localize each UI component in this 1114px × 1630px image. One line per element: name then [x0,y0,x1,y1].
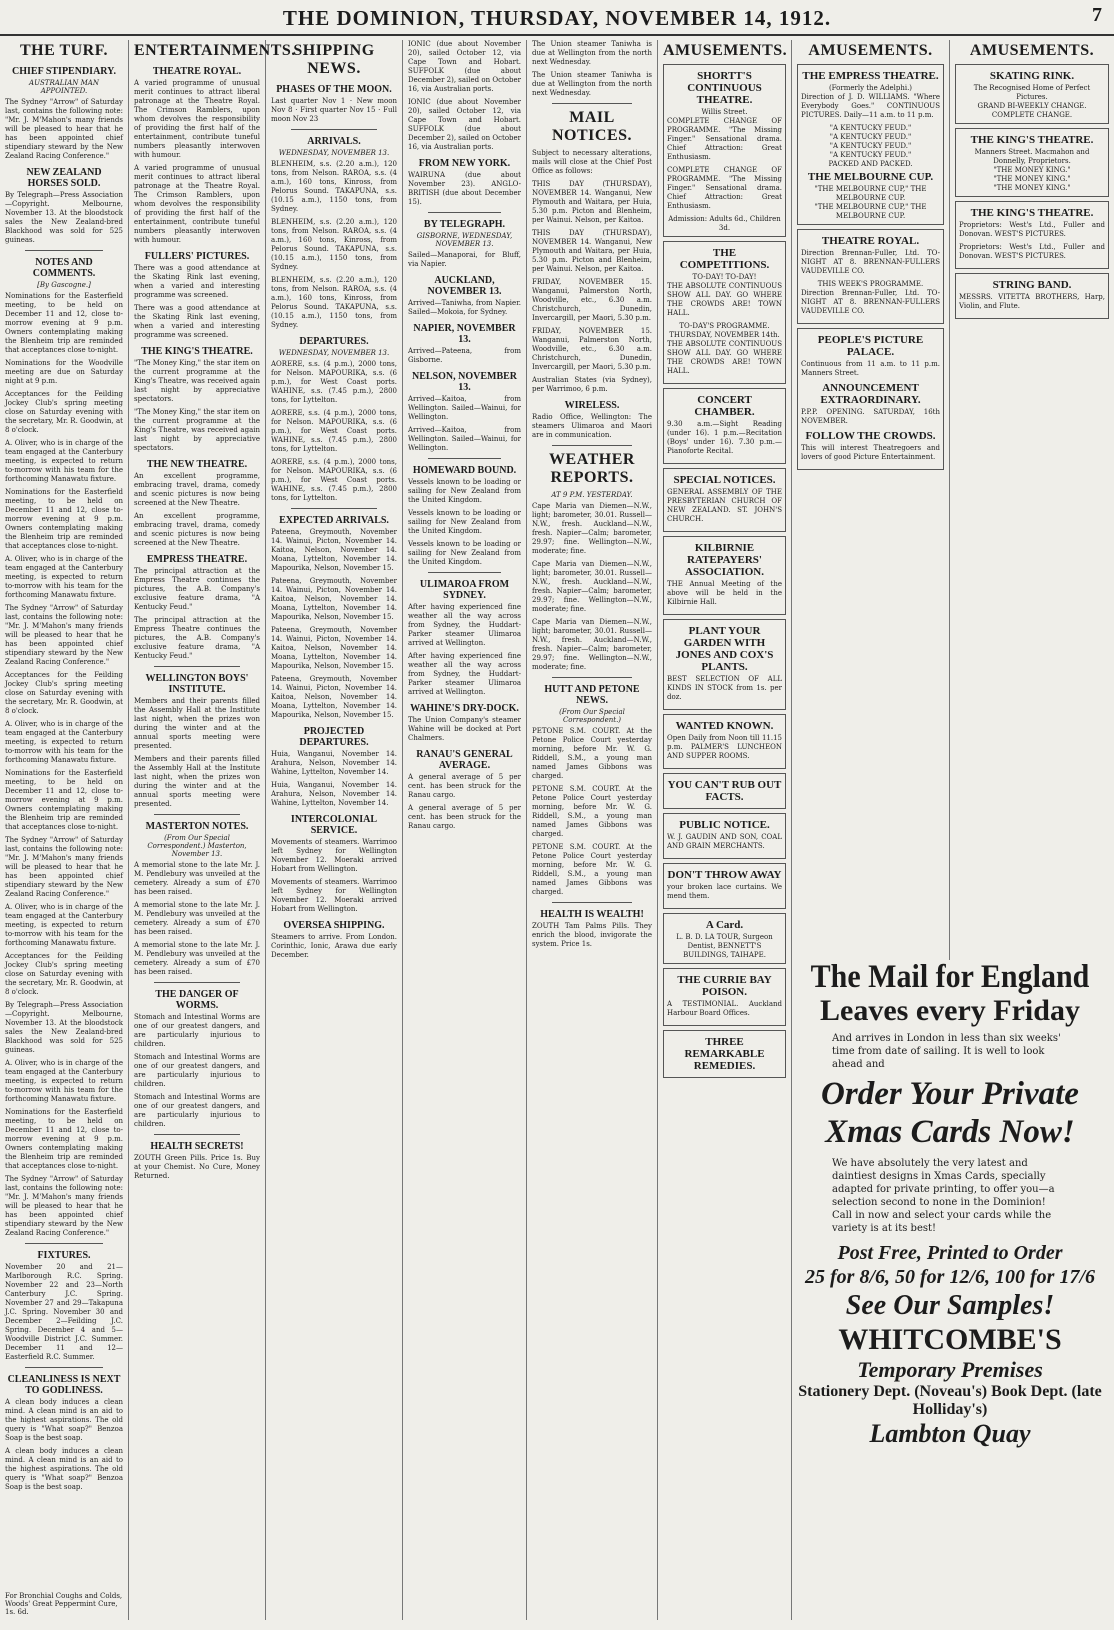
advert-title: FOLLOW THE CROWDS. [805,430,936,442]
advert-body: COMPLETE CHANGE OF PROGRAMME. "The Missing Finger." Sensational drama. Chief Attraction: Great Enthusiasm. [667,166,782,210]
article-text: Nominations for the Easterfield meeting, to be held on December 11 and 12, close to-morrow evening at 9 p.m. Owners contemplating making the Blenheim trip are reminded that acceptances close to-night. [5,488,123,550]
moon-phases: Last quarter Nov 1 · New moon Nov 8 · First quarter Nov 15 · Full moon Nov 23 [271,97,397,123]
advert-title: PEOPLE'S PICTURE PALACE. [817,334,924,358]
article-text: BLENHEIM, s.s. (2.20 a.m.), 120 tons, from Nelson. RAROA, s.s. (4 a.m.), 160 tons, Kinross, from Pelorus Sound. TAKAPUNA, s.s. (10.15 a.m.), 1150 tons, from Sydney. [271,218,397,271]
divider [25,250,103,251]
column-shipping [266,40,403,1620]
advert-title: PUBLIC NOTICE. [679,819,770,831]
article-text: FRIDAY, NOVEMBER 15. Wanganui, Palmerston North, Woodville, etc., 6.30 a.m. Christchurch, Dunedin, Invercargill, per Maori, 5.30 p.m. [532,278,652,322]
article-text: FRIDAY, NOVEMBER 15. Wanganui, Palmerston North, Woodville, etc., 6.30 a.m. Christchurch, Dunedin, Invercargill, per Maori, 5.30 p.m. [532,327,652,371]
headline: DEPARTURES. [299,336,369,347]
article-text: A clean body induces a clean mind. A clean mind is an aid to the highest aspirations. The old query is "What soap?" Benzoa Soap is the best soap. [5,1398,123,1442]
ad-departments: Stationery Dept. (Noveau's) Book Dept. (late Holliday's) [798,1383,1102,1418]
article-text: Vessels known to be loading or sailing for New Zealand from the United Kingdom. [408,478,521,504]
advert-title: CONCERT CHAMBER. [694,394,755,418]
article-text: There was a good attendance at the Skating Rink last evening, when a varied and interesting programme was screened. [134,304,260,339]
advert-string-band [955,273,1109,319]
section-title: AMUSEMENTS. [808,42,933,59]
section-title: SHIPPING NEWS. [293,42,375,77]
headline: AUCKLAND, NOVEMBER 13. [427,275,502,297]
advert-body: Direction Brennan-Fuller, Ltd. TO-NIGHT AT 8. BRENNAN-FULLERS VAUDEVILLE CO. [801,289,940,315]
article-text: Arrived—Pateena, from Gisborne. [408,347,521,364]
advert-body: L. B. D. LA TOUR, Surgeon Dentist, BENNETT'S BUILDINGS, TAIHAPE. [676,933,773,959]
article-text: By Telegraph—Press Association—Copyright. Melbourne, November 13. At the bloodstock sales the New Zealand-bred Blackhood was sold for 525 guineas. [5,1001,123,1054]
advert-body: THE ABSOLUTE CONTINUOUS SHOW ALL DAY. GO WHERE THE CROWDS ARE! TOWN HALL. [667,340,782,375]
advert-body: your broken lace curtains. We mend them. [667,883,782,900]
headline: FULLERS' PICTURES. [144,251,250,262]
article-text: The Union steamer Taniwha is due at Wellington from the north next Wednesday. [532,40,652,66]
column-shipping-cont [403,40,527,1620]
advert-concert-chamber [663,388,786,464]
article-text: A varied programme of unusual merit continues to attract liberal patronage at the Theatre Royal. The Crimson Ramblers, upon whom devolves the responsibility of providing the first half of the entertainment, contribute tuneful numbers pleasantly interwoven with humour. [134,164,260,244]
subheadline: AT 9 P.M. YESTERDAY. [551,491,633,499]
advert-skating-rink [955,64,1109,124]
advert-title: THE CURRIE BAY POISON. [677,974,772,998]
headline: WELLINGTON BOYS' INSTITUTE. [145,673,249,695]
article-text: Stomach and Intestinal Worms are one of our greatest dangers, and are particularly injurious to children. [134,1013,260,1048]
headline: THE DANGER OF WORMS. [155,989,239,1011]
article-text: The Union Company's steamer Wahine will be docked at Port Chalmers. [408,716,521,742]
advert-kilbirnie [663,536,786,615]
article-text: Nominations for the Easterfield meeting, to be held on December 11 and 12, close to-morrow evening at 9 p.m. Owners contemplating making the Blenheim trip are reminded that acceptances close to-night. [5,1108,123,1170]
advert-body: Direction Brennan-Fuller, Ltd. TO-NIGHT AT 8. BRENNAN-FULLERS VAUDEVILLE CO. [801,249,940,275]
advert-feature: "A KENTUCKY FEUD." [829,151,912,159]
article-text: IONIC (due about November 20), sailed October 12, via Cape Town and Hobart. SUFFOLK (due about December 2), sailed on October 16, via Australian ports. [408,40,521,93]
advert-body: 9.30 a.m.—Sight Reading (under 16). 1 p.m.—Recitation (Boys' under 16). 7.30 p.m.—Pianoforte Recital. [667,420,782,455]
ad-headline-friday: Leaves every Friday [820,994,1080,1027]
article-text: Acceptances for the Feilding Jockey Club's spring meeting close on Saturday evening with the secretary, Mr. R. Goodwin, at 8 o'clock. [5,952,123,996]
article-text: Members and their parents filled the Assembly Hall at the Institute last night, when the prizes won during the winter and at the annual sports meeting were presented. [134,697,260,750]
divider [428,212,501,213]
divider [428,458,501,459]
advert-subtitle: TO-DAY! TO-DAY! [692,273,757,281]
advert-body: This will interest Theatregoers and lovers of good Picture Entertainment. [801,444,940,461]
headline: NAPIER, NOVEMBER 13. [413,323,516,345]
article-text: Pateena, Greymouth, November 14. Wainui, Picton, November 14. Kaitoa, Nelson, November 14. Moana, Lyttelton, November 14. Mapourika, Nelson, November 15. [271,528,397,572]
ad-body-text: We have absolutely the very latest and daintiest designs in Xmas Cards, specially adapted for private printing, to offer you—a selection second to none in the Dominion! Call in now and select your cards while the variety is at its best! [832,1158,1055,1234]
article-text: A general average of 5 per cent. has been struck for the Ranau cargo. [408,773,521,799]
byline: (From Our Special Correspondent.) Masterton, November 13. [147,834,247,858]
headline: NEW ZEALAND HORSES SOLD. [26,167,102,189]
article-text: AORERE, s.s. (4 p.m.), 2000 tons, for Nelson. MAPOURIKA, s.s. (6 p.m.), for West Coast ports. WAHINE, s.s. (7.45 p.m.), 2800 tons, for Lyttelton. [271,458,397,502]
article-text: The Sydney "Arrow" of Saturday last, contains the following note: "Mr. J. M'Mahon's many friends will be pleased to hear that he has been appointed chief stipendiary steward by the New Zealand Racing Conference." [5,98,123,160]
divider [552,902,632,903]
article-text: A. Oliver, who is in charge of the team engaged at the Canterbury meeting, is expected to return to-morrow with his team for the forthcoming Manawatu fixture. [5,903,123,947]
divider [154,1134,240,1135]
ad-temporary-premises: Temporary Premises [857,1357,1043,1382]
advert-title: KILBIRNIE RATEPAYERS' ASSOCIATION. [685,542,764,578]
headline: RANAU'S GENERAL AVERAGE. [416,749,513,771]
advert-detail: TO-DAY'S PROGRAMME. THURSDAY, NOVEMBER 14th. [669,322,780,339]
whitcombes-advertisement [792,960,1108,1610]
ad-see-samples: See Our Samples! [845,1290,1055,1321]
article-text: There was a good attendance at the Skating Rink last evening, when a varied and interesting programme was screened. [134,264,260,299]
section-title: AMUSEMENTS. [663,42,788,59]
section-title: MAIL NOTICES. [551,109,633,144]
advert-body: P.P.P. OPENING. SATURDAY, 16th NOVEMBER. [801,408,940,425]
advert-quote: "THE MONEY KING." [993,166,1071,174]
headline: FIXTURES. [37,1250,91,1261]
article-text: A memorial stone to the late Mr. J. M. Pendlebury was unveiled at the cemetery. Already a sum of £70 has been raised. [134,941,260,976]
advert-quote: "THE MONEY KING." [993,175,1071,183]
article-text: A clean body induces a clean mind. A clean mind is an aid to the highest aspirations. The old query is "What soap?" Benzoa Soap is the best soap. [5,1447,123,1491]
article-text: THIS DAY (THURSDAY), NOVEMBER 14. Wanganui, New Plymouth and Waitara, per Huia, 5.30 p.m. Picton and Blenheim, per Wainui. Nelson, per Kaitoa. [532,229,652,273]
article-text: After having experienced fine weather all the way across from Sydney, the Huddart-Parker steamer Ulimaroa arrived at Wellington. [408,652,521,696]
headline: WAHINE'S DRY-DOCK. [410,703,519,714]
article-text: Pateena, Greymouth, November 14. Wainui, Picton, November 14. Kaitoa, Nelson, November 14. Moana, Lyttelton, November 14. Mapourika, Nelson, November 15. [271,577,397,621]
headline: HUTT AND PETONE NEWS. [544,684,640,706]
advert-title: A Card. [705,919,744,931]
advert-title: THE MELBOURNE CUP. [807,171,934,183]
article-text: BLENHEIM, s.s. (2.20 a.m.), 120 tons, from Nelson. RAROA, s.s. (4 a.m.), 160 tons, Kinross, from Pelorus Sound. TAKAPUNA, s.s. (10.15 a.m.), 1150 tons, from Sydney. [271,276,397,329]
article-text: Radio Office, Wellington: The steamers Ulimaroa and Maori are in communication. [532,413,652,439]
headline: THEATRE ROYAL. [152,66,242,77]
article-text: Pateena, Greymouth, November 14. Wainui, Picton, November 14. Kaitoa, Nelson, November 14. Moana, Lyttelton, November 14. Mapourika, Nelson, November 15. [271,626,397,670]
advert-title: THE KING'S THEATRE. [970,207,1094,219]
article-text: A. Oliver, who is in charge of the team engaged at the Canterbury meeting, is expected to return to-morrow with his team for the forthcoming Manawatu fixture. [5,555,123,599]
article-text: "The Money King," the star item on the current programme at the King's Theatre, was received again last night by appreciative spectators. [134,359,260,403]
headline: EXPECTED ARRIVALS. [279,515,389,526]
advert-body: Proprietors: West's Ltd., Fuller and Donovan. WEST'S PICTURES. [959,243,1105,260]
article-text: PETONE S.M. COURT. At the Petone Police Court yesterday morning, before Mr. W. G. Riddell, S.M., a young man named James Gibbons was charged. [532,785,652,838]
article-text: An excellent programme, embracing travel, drama, comedy and scenic pictures is now being screened at the New Theatre. [134,472,260,507]
advert-title: THE EMPRESS THEATRE. [802,70,939,82]
column-entertainments [129,40,296,1620]
ad-headline-order: Order Your Private Xmas Cards Now! [821,1076,1079,1150]
section-title: THE TURF. [19,42,109,59]
advert-prices: Admission: Adults 6d., Children 3d. [668,215,781,232]
ad-brand-name: WHITCOMBE'S [838,1323,1062,1356]
headline: CLEANLINESS IS NEXT TO GODLINESS. [7,1374,121,1396]
article-text: Vessels known to be loading or sailing for New Zealand from the United Kingdom. [408,540,521,566]
advert-title: SHORTT'S CONTINUOUS THEATRE. [687,70,762,106]
ad-post-free: Post Free, Printed to Order [837,1242,1063,1264]
advert-kings-theatre-2 [955,201,1109,269]
advert-feature: "A KENTUCKY FEUD." [829,142,912,150]
article-text: A. Oliver, who is in charge of the team engaged at the Canterbury meeting, is expected to return to-morrow with his team for the forthcoming Manawatu fixture. [5,1059,123,1103]
divider [428,572,501,573]
article-text: Nominations for the Easterfield meeting, to be held on December 11 and 12, close to-morrow evening at 9 p.m. Owners contemplating making the Blenheim trip are reminded that acceptances close to-night. [5,292,123,354]
advert-body: COMPLETE CHANGE OF PROGRAMME. "The Missing Finger." Sensational drama. Chief Attraction: Great Enthusiasm. [667,117,782,161]
advert-plants [663,619,786,710]
advert-title: ANNOUNCEMENT EXTRAORDINARY. [820,382,921,406]
advert-body: Direction of J. D. WILLIAMS. "Where Everybody Goes." CONTINUOUS PICTURES. Daily—11 a.m. to 11 p.m. [801,93,940,119]
advert-body: Manners Street. Macmahon and Donnelly, Proprietors. [974,148,1090,165]
headline: CHIEF STIPENDIARY. [12,66,116,77]
article-text: BLENHEIM, s.s. (2.20 a.m.), 120 tons, from Nelson. RAROA, s.s. (4 a.m.), 160 tons, Kinross, from Pelorus Sound. TAKAPUNA, s.s. (10.15 a.m.), 1150 tons, from Sydney. [271,160,397,213]
advert-theatre-royal [797,229,944,324]
advert-empress [797,64,944,225]
ad-prices: 25 for 8/6, 50 for 12/6, 100 for 17/6 [805,1266,1095,1288]
article-text: PETONE S.M. COURT. At the Petone Police Court yesterday morning, before Mr. W. G. Riddell, S.M., a young man named James Gibbons was charged. [532,727,652,780]
headline: PROJECTED DEPARTURES. [299,726,369,748]
byline: [By Gascogne.] [37,281,91,289]
advert-subtitle: (Formerly the Adelphi.) [828,84,913,92]
ad-intro-text: And arrives in London in less than six weeks' time from date of sailing. It is well to look ahead and [832,1033,1061,1070]
advert-body: THE ABSOLUTE CONTINUOUS SHOW ALL DAY. GO WHERE THE CROWDS ARE! TOWN HALL. [667,282,782,317]
ad-headline-mail: The Mail for England [810,958,1090,995]
advert-peoples-palace [797,328,944,470]
article-text: The principal attraction at the Empress Theatre continues the pictures, the A.B. Company's exclusive feature drama, "A Kentucky Feud." [134,616,260,660]
divider [154,814,240,815]
article-text: ZOUTH Tam Palms Pills. They enrich the blood, invigorate the system. Price 1s. [532,922,652,948]
headline: MASTERTON NOTES. [145,821,249,832]
subheadline: AUSTRALIAN MAN APPOINTED. [29,79,99,95]
article-text: Stomach and Intestinal Worms are one of our greatest dangers, and are particularly injurious to children. [134,1053,260,1088]
article-text: ZOUTH Green Pills. Price 1s. Buy at your Chemist. No Cure, Money Returned. [134,1154,260,1180]
advert-public-notice [663,813,786,859]
divider [552,103,632,104]
advert-title: YOU CAN'T RUB OUT FACTS. [667,779,782,803]
article-text: Cape Maria van Diemen—N.W., light; barometer, 30.01. Russell—N.W., fresh. Auckland—N.W., fresh. Napier—Calm; barometer, 29.97; fine. Wellington—N.W., moderate; fine. [532,502,652,555]
advert-title: WANTED KNOWN. [675,720,774,732]
advert-body: GENERAL ASSEMBLY OF THE PRESBYTERIAN CHURCH OF NEW ZEALAND. ST. JOHN'S CHURCH. [667,488,782,523]
advert-quote: "THE MONEY KING." [993,184,1071,192]
article-text: Huia, Wanganui, November 14. Arahura, Nelson, November 14. Wahine, Lyttelton, November 14. [271,781,397,807]
column-footer: For Bronchial Coughs and Colds, Woods' Great Peppermint Cure, 1s. 6d. [5,1592,123,1616]
article-text: Arrived—Kaitoa, from Wellington. Sailed—Wainui, for Wellington. [408,426,521,452]
divider [154,666,240,667]
advert-feature: "A KENTUCKY FEUD." [829,124,912,132]
headline: HEALTH IS WEALTH! [540,909,644,920]
divider [25,1367,103,1368]
advert-feature: "A KENTUCKY FEUD." [829,133,912,141]
advert-body: Continuous from 11 a.m. to 11 p.m. Manners Street. [801,360,940,377]
advert-wanted-known [663,714,786,769]
article-text: WAIRUNA (due about November 23). ANGLO-BRITISH (due about December 15). [408,171,521,206]
advert-title: SKATING RINK. [989,70,1075,82]
article-text: After having experienced fine weather all the way across from Sydney, the Huddart-Parker steamer Ulimaroa arrived at Wellington. [408,603,521,647]
article-text: The Sydney "Arrow" of Saturday last, contains the following note: "Mr. J. M'Mahon's many friends will be pleased to hear that he has been appointed chief stipendiary steward by the New Zealand Racing Conference." [5,836,123,898]
column-amusements-3 [950,40,1114,960]
advert-remedies [663,1030,786,1078]
article-text: Acceptances for the Feilding Jockey Club's spring meeting close on Saturday evening with the secretary, Mr. R. Goodwin, at 8 o'clock. [5,390,123,434]
divider [291,129,377,130]
article-text: Vessels known to be loading or sailing for New Zealand from the United Kingdom. [408,509,521,535]
headline: THE KING'S THEATRE. [141,346,253,357]
article-text: Cape Maria van Diemen—N.W., light; barometer, 30.01. Russell—N.W., fresh. Auckland—N.W., fresh. Napier—Calm; barometer, 29.97; fine. Wellington—N.W., moderate; fine. [532,560,652,613]
article-text: Movements of steamers. Warrimoo left Sydney for Wellington November 12. Moeraki arrived Hobart from Wellington. [271,878,397,913]
headline: ARRIVALS. [307,136,361,147]
article-text: The Sydney "Arrow" of Saturday last, contains the following note: "Mr. J. M'Mahon's many friends will be pleased to hear that he has been appointed chief stipendiary steward by the New Zealand Racing Conference." [5,1175,123,1237]
advert-competitions [663,241,786,384]
article-text: Huia, Wanganui, November 14. Arahura, Nelson, November 14. Wahine, Lyttelton, November 14. [271,750,397,776]
article-text: PETONE S.M. COURT. At the Petone Police Court yesterday morning, before Mr. W. G. Riddell, S.M., a young man named James Gibbons was charged. [532,843,652,896]
article-text: A general average of 5 per cent. has been struck for the Ranau cargo. [408,804,521,830]
article-text: By Telegraph—Press Association—Copyright. Melbourne, November 13. At the bloodstock sales the New Zealand-bred Blackhood was sold for 525 guineas. [5,191,123,244]
advert-title: THREE REMARKABLE REMEDIES. [684,1036,765,1072]
article-text: "The Money King," the star item on the current programme at the King's Theatre, was received again last night by appreciative spectators. [134,408,260,452]
fixtures-list: November 20 and 21—Marlborough R.C. Spring. November 22 and 23—North Canterbury J.C. Spring. November 27 and 29—Takapuna J.C. Spring. November 30 and December 2—Feilding J.C. Spring. December 4 and 5—Woodville District J.C. Summer. December 11 and 12—Easterfield R.C. Summer. [5,1263,123,1361]
subheadline: GISBORNE, WEDNESDAY, NOVEMBER 13. [416,232,513,248]
column-mail-weather [527,40,658,1620]
article-text: An excellent programme, embracing travel, drama, comedy and scenic pictures is now being screened at the New Theatre. [134,512,260,547]
column-amusements-1 [658,40,792,1620]
advert-body: A TESTIMONIAL. Auckland Harbour Board Offices. [667,1000,782,1017]
divider [154,982,240,983]
headline: NOTES AND COMMENTS. [32,257,96,279]
article-text: AORERE, s.s. (4 p.m.), 2000 tons, for Nelson. MAPOURIKA, s.s. (6 p.m.), for West Coast ports. WAHINE, s.s. (7.45 p.m.), 2800 tons, for Lyttelton. [271,360,397,404]
divider [552,677,632,678]
article-text: Subject to necessary alterations, mails will close at the Chief Post Office as follows: [532,149,652,175]
headline: FROM NEW YORK. [418,158,511,169]
advert-body: The Recognised Home of Perfect Pictures. [973,84,1091,101]
advert-currie-bay [663,968,786,1026]
article-text: Movements of steamers. Warrimoo left Sydney for Wellington November 12. Moeraki arrived Hobart from Wellington. [271,838,397,873]
article-text: Acceptances for the Feilding Jockey Club's spring meeting close on Saturday evening with the secretary, Mr. R. Goodwin, at 8 o'clock. [5,671,123,715]
advert-prices: PACKED AND PACKED. [828,160,913,168]
headline: NELSON, NOVEMBER 13. [411,371,517,393]
article-text: Members and their parents filled the Assembly Hall at the Institute last night, when the prizes won during the winter and at the annual sports meeting were presented. [134,755,260,808]
advert-title: DON'T THROW AWAY [667,869,782,881]
advert-kings-theatre [955,128,1109,197]
article-text: A memorial stone to the late Mr. J. M. Pendlebury was unveiled at the cemetery. Already a sum of £70 has been raised. [134,901,260,936]
headline: HEALTH SECRETS! [150,1141,244,1152]
advert-subtitle: Willis Street. [701,108,748,116]
column-turf [0,40,129,1620]
advert-feature: "THE MELBOURNE CUP," THE MELBOURNE CUP. [814,185,927,202]
article-text: AORERE, s.s. (4 p.m.), 2000 tons, for Nelson. MAPOURIKA, s.s. (6 p.m.), for West Coast ports. WAHINE, s.s. (7.45 p.m.), 2800 tons, for Lyttelton. [271,409,397,453]
article-text: THIS DAY (THURSDAY), NOVEMBER 14. Wanganui, New Plymouth and Waitara, per Huia, 5.30 p.m. Picton and Blenheim, per Wainui. Nelson, per Kaitoa. [532,180,652,224]
advert-detail: THIS WEEK'S PROGRAMME. [817,280,924,288]
headline: OVERSEA SHIPPING. [283,920,385,931]
article-text: Australian States (via Sydney), per Warrimoo, 6 p.m. [532,376,652,393]
headline: INTERCOLONIAL SERVICE. [290,814,378,836]
advert-title: SPECIAL NOTICES. [673,474,776,486]
article-text: A. Oliver, who is in charge of the team engaged at the Canterbury meeting, is expected to return to-morrow with his team for the forthcoming Manawatu fixture. [5,439,123,483]
article-text: Arrived—Taniwha, from Napier. Sailed—Mokoia, for Sydney. [408,299,521,316]
headline: THE NEW THEATRE. [146,459,248,470]
byline: (From Our Special Correspondent.) [559,708,625,724]
advert-title: THE COMPETITIONS. [679,247,770,271]
article-text: IONIC (due about November 20), sailed October 12, via Cape Town and Hobart. SUFFOLK (due about December 2), sailed on October 16, via Australian ports. [408,98,521,151]
subheadline: WEDNESDAY, NOVEMBER 13. [278,149,390,157]
advert-body: W. J. GAUDIN AND SON, COAL AND GRAIN MERCHANTS. [667,833,782,850]
section-title: WEATHER REPORTS. [549,451,635,486]
advert-shortts [663,64,786,237]
advert-body: Open Daily from Noon till 11.15 p.m. PALMER'S LUNCHEON AND SUPPER ROOMS. [667,734,782,760]
divider [291,508,377,509]
article-text: The principal attraction at the Empress Theatre continues the pictures, the A.B. Company's exclusive feature drama, "A Kentucky Feud." [134,567,260,611]
article-text: Cape Maria van Diemen—N.W., light; barometer, 30.01. Russell—N.W., fresh. Auckland—N.W., fresh. Napier—Calm; barometer, 29.97; fine. Wellington—N.W., moderate; fine. [532,618,652,671]
article-text: A memorial stone to the late Mr. J. M. Pendlebury was unveiled at the cemetery. Already a sum of £70 has been raised. [134,861,260,896]
ad-location: Lambton Quay [869,1419,1031,1448]
section-title: AMUSEMENTS. [969,42,1095,59]
headline: WIRELESS. [564,400,620,411]
advert-body: THE Annual Meeting of the above will be held in the Kilbirnie Hall. [667,580,782,606]
article-text: Steamers to arrive. From London. Corinthic, Ionic, Arawa due early December. [271,933,397,959]
page-number: 7 [1092,4,1102,26]
article-text: Nominations for the Woodville meeting are due on Saturday night at 9 p.m. [5,359,123,385]
advert-curtains [663,863,786,909]
section-title: ENTERTAINMENTS. [134,42,296,59]
advert-feature: "THE MELBOURNE CUP," THE MELBOURNE CUP. [814,203,927,220]
divider [25,1243,103,1244]
article-text: Pateena, Greymouth, November 14. Wainui, Picton, November 14. Kaitoa, Nelson, November 14. Moana, Lyttelton, November 14. Mapourika, Nelson, November 15. [271,675,397,719]
article-text: A varied programme of unusual merit continues to attract liberal patronage at the Theatre Royal. The Crimson Ramblers, upon whom devolves the responsibility of providing the first half of the entertainment, contribute tuneful numbers pleasantly interwoven with humour. [134,79,260,159]
headline: ULIMAROA FROM SYDNEY. [419,579,510,601]
advert-dentist [663,913,786,964]
advert-body: MESSRS. VITETTA BROTHERS, Harp, Violin, and Flute. [959,293,1105,310]
headline: HOMEWARD BOUND. [412,465,517,476]
article-text: The Sydney "Arrow" of Saturday last, contains the following note: "Mr. J. M'Mahon's many friends will be pleased to hear that he has been appointed chief stipendiary steward by the New Zealand Racing Conference." [5,604,123,666]
headline: EMPRESS THEATRE. [146,554,248,565]
advert-detail: GRAND BI-WEEKLY CHANGE. COMPLETE CHANGE. [977,102,1087,119]
divider [552,445,632,446]
advert-title: PLANT YOUR GARDEN WITH JONES AND COX'S PLANTS. [675,625,774,673]
article-text: Nominations for the Easterfield meeting, to be held on December 11 and 12, close to-morrow evening at 9 p.m. Owners contemplating making the Blenheim trip are reminded that acceptances close to-night. [5,769,123,831]
article-text: A. Oliver, who is in charge of the team engaged at the Canterbury meeting, is expected to return to-morrow with his team for the forthcoming Manawatu fixture. [5,720,123,764]
article-text: Arrived—Kaitoa, from Wellington. Sailed—Wainui, for Wellington. [408,395,521,421]
advert-title: THEATRE ROYAL. [821,235,920,247]
masthead [0,0,1114,36]
article-text: Sailed—Manaporai, for Bluff, via Napier. [408,251,521,268]
advert-body: BEST SELECTION OF ALL KINDS IN STOCK from 1s. per doz. [667,675,782,701]
subheadline: WEDNESDAY, NOVEMBER 13. [278,349,390,357]
article-text: Stomach and Intestinal Worms are one of our greatest dangers, and are particularly injurious to children. [134,1093,260,1128]
newspaper-title: THE DOMINION, THURSDAY, NOVEMBER 14, 1912. [282,6,832,30]
advert-title: STRING BAND. [992,279,1072,291]
headline: BY TELEGRAPH. [423,219,506,230]
advert-special-notices [663,468,786,532]
article-text: The Union steamer Taniwha is due at Wellington from the north next Wednesday. [532,71,652,97]
advert-body: Proprietors: West's Ltd., Fuller and Donovan. WEST'S PICTURES. [959,221,1105,238]
column-amusements-2 [792,40,950,960]
headline: PHASES OF THE MOON. [276,84,392,95]
advert-facts [663,773,786,809]
advert-title: THE KING'S THEATRE. [970,134,1094,146]
